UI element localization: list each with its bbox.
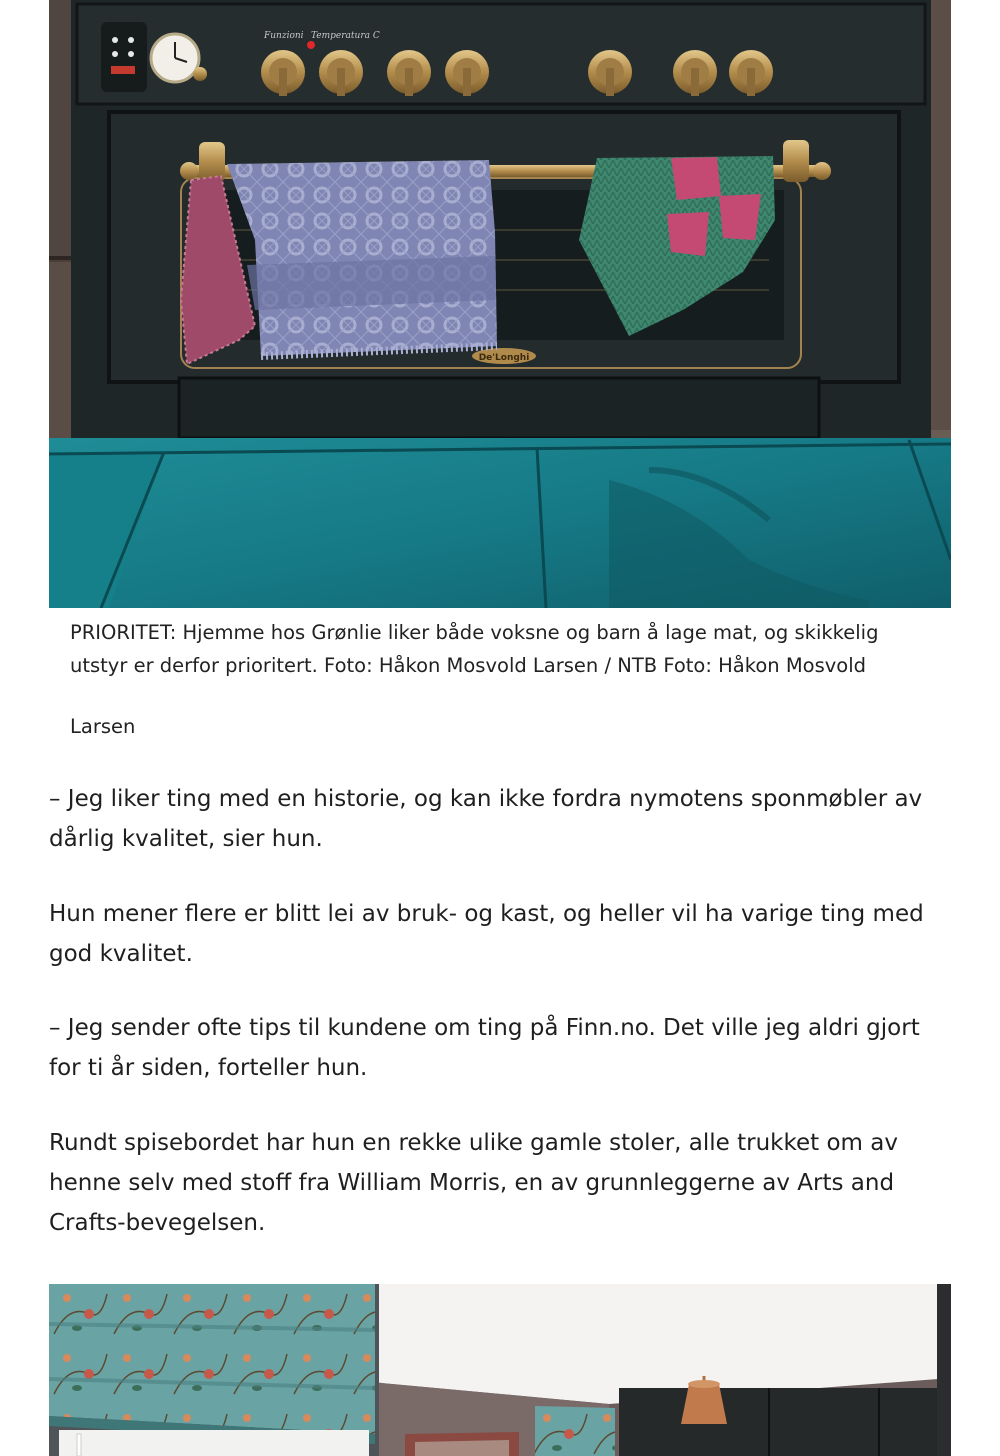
paragraph-line: for ti år siden, forteller hun. [49, 1055, 368, 1081]
paragraph-line: – Jeg liker ting med en historie, og kan ikke fordra nymotens sponmøbler av [49, 786, 923, 812]
paragraph-line: Rundt spisebordet har hun en rekke ulike gamle stoler, alle trukket om av [49, 1130, 898, 1156]
paragraph-line: god kvalitet. [49, 941, 193, 967]
photo-caption [70, 616, 950, 743]
caption-line: Larsen [70, 715, 136, 738]
dining-room-illustration [49, 1284, 951, 1456]
knob-label-temperature: Temperatura C [311, 31, 380, 41]
caption-line: PRIORITET: Hjemme hos Grønlie liker både voksne og barn å lage mat, og skikkelig [70, 621, 879, 644]
oven-illustration [49, 0, 951, 608]
pendant-lamp [681, 1384, 727, 1424]
oven-photo [49, 0, 951, 608]
floor-tiles [49, 438, 951, 608]
paragraph-line: Crafts-bevegelsen. [49, 1210, 266, 1236]
brand-badge-text: De'Longhi [478, 353, 530, 363]
paragraph-line: dårlig kvalitet, sier hun. [49, 826, 323, 852]
indicator-light [307, 41, 315, 49]
article-paragraph [49, 779, 959, 859]
knob-label-functions: Funzioni [264, 31, 304, 41]
article-paragraph [49, 894, 959, 974]
paragraph-line: henne selv med stoff fra William Morris, en av grunnleggerne av Arts and [49, 1170, 895, 1196]
dining-room-photo [49, 1284, 951, 1456]
floral-blind [49, 1284, 375, 1434]
paragraph-line: Hun mener flere er blitt lei av bruk- og kast, og heller vil ha varige ting med [49, 901, 924, 927]
timer-display [101, 22, 147, 92]
paragraph-line: – Jeg sender ofte tips til kundene om ting på Finn.no. Det ville jeg aldri gjort [49, 1015, 920, 1041]
article-paragraph [49, 1123, 959, 1243]
caption-line: utstyr er derfor prioritert. Foto: Håkon Mosvold Larsen / NTB Foto: Håkon Mosvold [70, 654, 866, 677]
article-paragraph [49, 1008, 959, 1088]
